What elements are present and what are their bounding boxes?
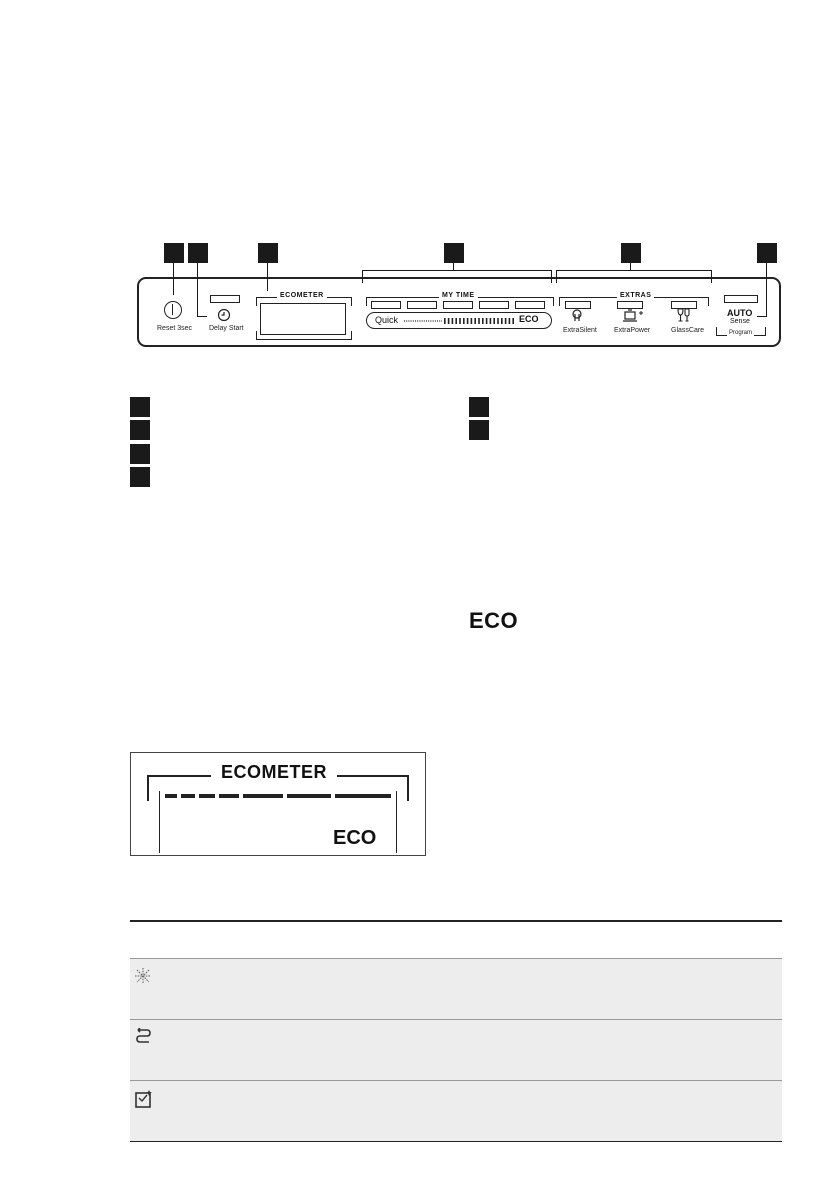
mytime-scale [404, 317, 516, 325]
program-label: Program [729, 330, 753, 336]
control-panel [137, 277, 781, 347]
power-icon [172, 304, 174, 315]
table-row [130, 1020, 782, 1081]
eco-heading: ECO [469, 608, 519, 633]
extra-power-icon [623, 308, 643, 324]
mytime-key-4[interactable] [479, 301, 509, 309]
delay-start-key[interactable] [210, 295, 240, 303]
salt-indicator-icon [134, 1028, 152, 1046]
callout-1 [164, 243, 184, 263]
table-row [130, 1081, 782, 1142]
legend-item-3 [130, 444, 150, 464]
reset-label: Reset 3sec [157, 325, 193, 332]
extra-power-label: ExtraPower [614, 327, 651, 334]
callout-3 [258, 243, 278, 263]
mytime-slider[interactable] [366, 312, 552, 329]
callout-2 [188, 243, 208, 263]
mytime-key-3[interactable] [443, 301, 473, 309]
machine-care-indicator-icon [134, 1089, 154, 1109]
ecometer-figure-eco: ECO [333, 827, 377, 849]
extras-title: EXTRAS [617, 292, 654, 299]
ecometer-panel-title: ECOMETER [277, 292, 327, 299]
delay-start-label: Delay Start [209, 325, 244, 332]
ecometer-bar-scale [165, 793, 395, 799]
callout-4 [444, 243, 464, 263]
glass-care-icon [677, 308, 691, 324]
indicator-table [130, 920, 782, 1142]
legend-item-2 [130, 420, 150, 440]
clock-icon [217, 308, 231, 322]
legend-item-5 [469, 397, 489, 417]
table-header-row [130, 921, 782, 959]
legend-item-4 [130, 467, 150, 487]
extra-silent-label: ExtraSilent [563, 327, 597, 334]
legend-item-6 [469, 420, 489, 440]
extra-silent-icon [570, 309, 584, 323]
mytime-key-5[interactable] [515, 301, 545, 309]
mytime-quick-label: Quick [375, 315, 399, 325]
callout-5 [621, 243, 641, 263]
auto-label: AUTO [727, 308, 753, 318]
callout-6 [757, 243, 777, 263]
rinse-aid-indicator-icon [134, 967, 152, 985]
program-key[interactable] [724, 295, 758, 303]
ecometer-figure [130, 752, 426, 856]
mytime-eco-label: ECO [519, 314, 539, 324]
power-button[interactable] [164, 301, 182, 319]
mytime-key-2[interactable] [407, 301, 437, 309]
legend-item-1 [130, 397, 150, 417]
ecometer-figure-title: ECOMETER [211, 762, 337, 783]
mytime-title: MY TIME [439, 292, 478, 299]
table-row [130, 959, 782, 1020]
extra-silent-key[interactable] [565, 301, 591, 309]
mytime-key-1[interactable] [371, 301, 401, 309]
glass-care-label: GlassCare [671, 327, 705, 334]
sense-label: Sense [730, 318, 750, 325]
